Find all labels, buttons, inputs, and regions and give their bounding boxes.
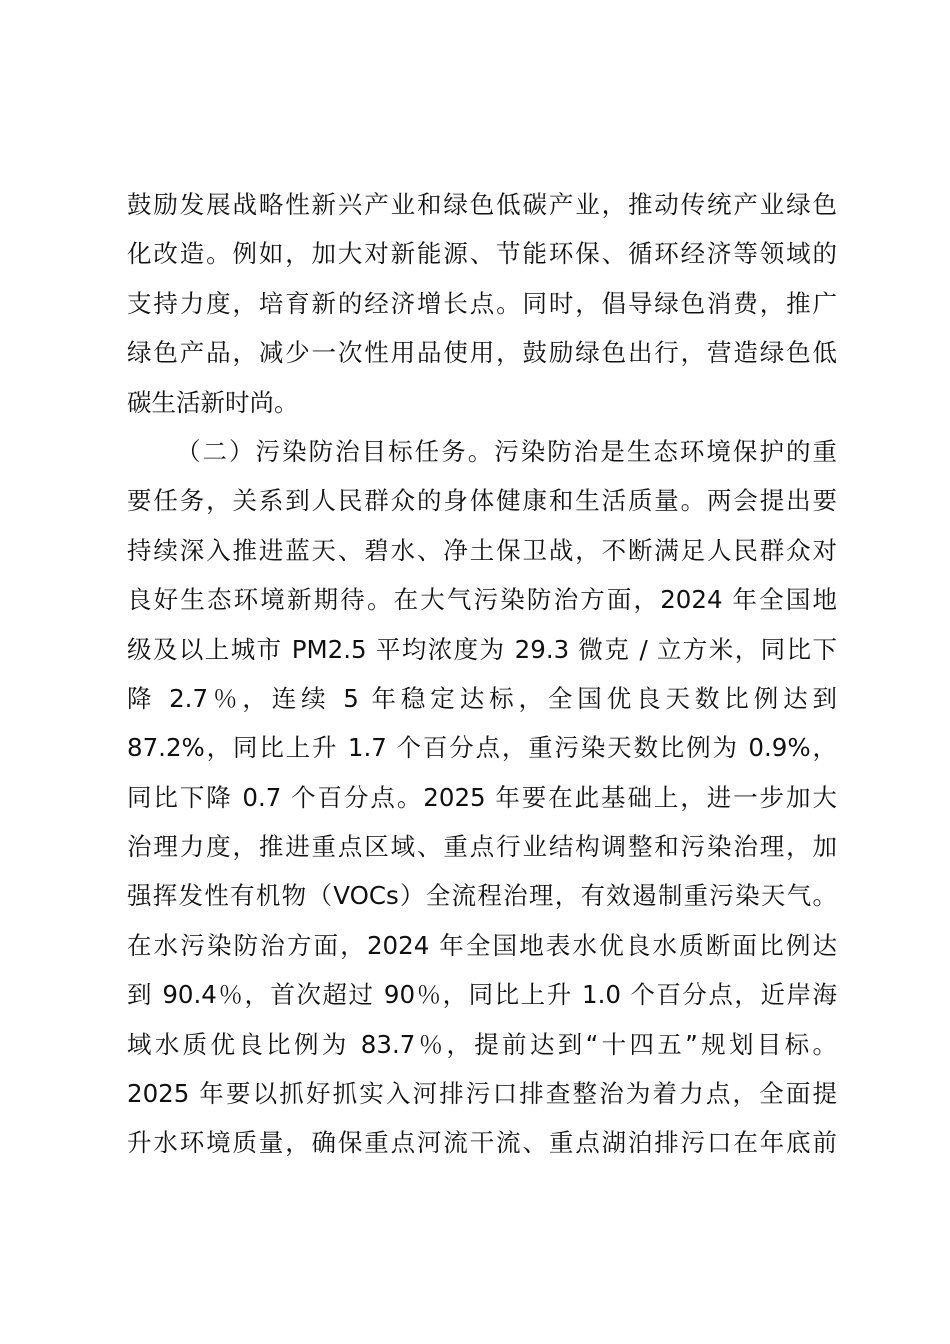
text-line: 域水质优良比例为 83.7％，提前达到“十四五”规划目标。 <box>127 1029 837 1059</box>
text-line: 鼓励发展战略性新兴产业和绿色低碳产业，推动传统产业绿色 <box>127 190 837 219</box>
text-line: 强挥发性有机物（VOCs）全流程治理，有效遏制重污染天气。 <box>127 881 837 911</box>
text-line: 2025 年要以抓好抓实入河排污口排查整治为着力点，全面提 <box>127 1079 837 1109</box>
text-line: 碳生活新时尚。 <box>127 387 299 417</box>
text-line: 化改造。例如，加大对新能源、节能环保、循环经济等领域的 <box>127 239 837 269</box>
text-line: 要任务，关系到人民群众的身体健康和生活质量。两会提出要 <box>127 486 837 516</box>
text-line: 持续深入推进蓝天、碧水、净土保卫战，不断满足人民群众对 <box>127 535 837 565</box>
text-line: 良好生态环境新期待。在大气污染防治方面，2024 年全国地 <box>127 585 837 615</box>
body-text <box>127 180 837 1168</box>
text-line: 级及以上城市 PM2.5 平均浓度为 29.3 微克 / 立方米，同比下 <box>127 634 837 664</box>
text-line: 支持力度，培育新的经济增长点。同时，倡导绿色消费，推广 <box>127 288 837 318</box>
text-line: 到 90.4％，首次超过 90％，同比上升 1.0 个百分点，近岸海 <box>127 980 837 1010</box>
text-line: 治理力度，推进重点区域、重点行业结构调整和污染治理，加 <box>127 832 837 862</box>
paragraph-first-line: （二）污染防治目标任务。污染防治是生态环境保护的重 <box>176 436 837 466</box>
text-line: 升水环境质量，确保重点河流干流、重点湖泊排污口在年底前 <box>127 1128 837 1158</box>
text-line: 降 2.7％，连续 5 年稳定达标，全国优良天数比例达到 <box>127 683 837 713</box>
text-line: 87.2%，同比上升 1.7 个百分点，重污染天数比例为 0.9%， <box>127 733 837 763</box>
text-line: 在水污染防治方面，2024 年全国地表水优良水质断面比例达 <box>127 930 837 960</box>
text-line: 绿色产品，减少一次性用品使用，鼓励绿色出行，营造绿色低 <box>127 338 837 368</box>
text-line: 同比下降 0.7 个百分点。2025 年要在此基础上，进一步加大 <box>127 782 837 812</box>
